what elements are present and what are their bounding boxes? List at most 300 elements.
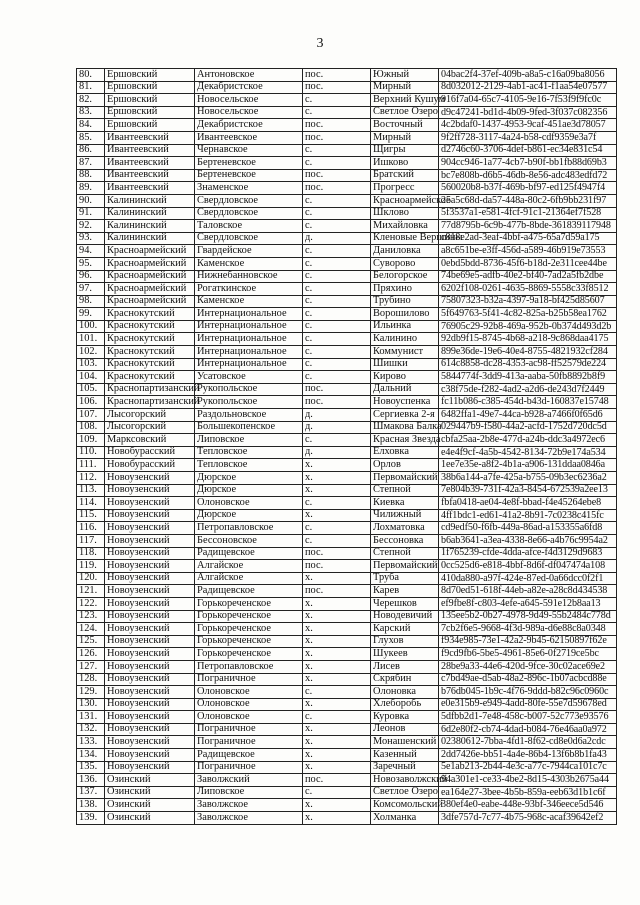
guid-cell: 38b6a144-a7fe-425a-b755-09b3ec6236a2 <box>439 472 617 485</box>
settlement-type-cell: с. <box>303 320 371 333</box>
table-row <box>77 446 617 459</box>
municipality-cell: Олоновское <box>195 711 303 724</box>
municipality-cell: Олоновское <box>195 698 303 711</box>
district-cell: Ершовский <box>105 119 195 132</box>
table-row <box>77 799 617 812</box>
row-number: 99. <box>77 308 105 321</box>
settlement-type-cell: с. <box>303 333 371 346</box>
municipality-cell: Интернациональное <box>195 358 303 371</box>
settlement-type-cell: д. <box>303 232 371 245</box>
table-row <box>77 497 617 510</box>
settlement-name-cell: Киевка <box>371 497 439 510</box>
municipality-cell: Липовское <box>195 786 303 799</box>
municipality-cell: Горькореченское <box>195 635 303 648</box>
municipality-cell: Декабристское <box>195 81 303 94</box>
municipality-cell: Дюрское <box>195 472 303 485</box>
table-row <box>77 635 617 648</box>
row-number: 89. <box>77 182 105 195</box>
settlement-type-cell: пос. <box>303 585 371 598</box>
table-row <box>77 182 617 195</box>
guid-cell: 5f649763-5f41-4c82-825a-b25b58ea1762 <box>439 308 617 321</box>
row-number: 98. <box>77 295 105 308</box>
district-cell: Новоузенский <box>105 497 195 510</box>
municipality-cell: Большекопенское <box>195 421 303 434</box>
settlement-type-cell: с. <box>303 358 371 371</box>
municipality-cell: Заволжское <box>195 812 303 825</box>
guid-cell: 77d8795b-6c9b-477b-8bde-361839117948 <box>439 220 617 233</box>
settlement-name-cell: Первомайский <box>371 560 439 573</box>
settlement-name-cell: Казенный <box>371 749 439 762</box>
row-number: 132. <box>77 723 105 736</box>
table-row <box>77 660 617 673</box>
municipality-cell: Пограничное <box>195 736 303 749</box>
district-cell: Калининский <box>105 232 195 245</box>
municipality-cell: Нижнебанновское <box>195 270 303 283</box>
table-row <box>77 295 617 308</box>
table-row <box>77 257 617 270</box>
table-row <box>77 157 617 170</box>
district-cell: Новоузенский <box>105 509 195 522</box>
table-row <box>77 711 617 724</box>
settlement-name-cell: Елховка <box>371 446 439 459</box>
municipality-cell: Петропавловское <box>195 660 303 673</box>
table-row <box>77 194 617 207</box>
settlement-name-cell: Лисев <box>371 660 439 673</box>
municipality-cell: Бессоновское <box>195 534 303 547</box>
municipality-cell: Таловское <box>195 220 303 233</box>
municipality-cell: Дюрское <box>195 509 303 522</box>
settlement-name-cell: Южный <box>371 69 439 82</box>
municipality-cell: Интернациональное <box>195 320 303 333</box>
district-cell: Новоузенский <box>105 572 195 585</box>
settlement-name-cell: Хлеборобь <box>371 698 439 711</box>
municipality-cell: Свердловское <box>195 232 303 245</box>
district-cell: Новоузенский <box>105 597 195 610</box>
row-number: 125. <box>77 635 105 648</box>
guid-cell: 410da880-a97f-424e-87ed-0a66dcc0f2f1 <box>439 572 617 585</box>
settlement-name-cell: Кирово <box>371 371 439 384</box>
settlement-name-cell: Карский <box>371 623 439 636</box>
district-cell: Новоузенский <box>105 736 195 749</box>
settlement-type-cell: х. <box>303 673 371 686</box>
settlement-type-cell: с. <box>303 686 371 699</box>
guid-cell: 6202f108-0261-4635-8869-5558c33f8512 <box>439 283 617 296</box>
settlement-type-cell: пос. <box>303 131 371 144</box>
table-row <box>77 786 617 799</box>
guid-cell: 9f2ff728-3117-4a24-b58-cdf9359e3a7f <box>439 131 617 144</box>
settlement-name-cell: Братский <box>371 169 439 182</box>
table-row <box>77 434 617 447</box>
table-row <box>77 761 617 774</box>
table-row <box>77 698 617 711</box>
municipality-cell: Тепловское <box>195 459 303 472</box>
guid-cell: 4ff1bdc1-ed61-41a2-8b91-7c0238c415fc <box>439 509 617 522</box>
settlement-type-cell: с. <box>303 144 371 157</box>
row-number: 133. <box>77 736 105 749</box>
row-number: 97. <box>77 283 105 296</box>
settlement-name-cell: Трубино <box>371 295 439 308</box>
row-number: 90. <box>77 194 105 207</box>
district-cell: Новоузенский <box>105 698 195 711</box>
guid-cell: 7e804b39-731f-42a3-8454-672539a2ee13 <box>439 484 617 497</box>
settlement-name-cell: Новоуспенка <box>371 396 439 409</box>
settlement-type-cell: с. <box>303 283 371 296</box>
municipality-cell: Интернациональное <box>195 346 303 359</box>
district-cell: Новоузенский <box>105 522 195 535</box>
table-row <box>77 421 617 434</box>
settlement-type-cell: пос. <box>303 69 371 82</box>
municipality-cell: Каменское <box>195 257 303 270</box>
municipality-cell: Рукопольское <box>195 383 303 396</box>
municipality-cell: Свердловское <box>195 207 303 220</box>
district-cell: Краснокутский <box>105 320 195 333</box>
guid-cell: d2746c60-3706-4def-b861-ec34e831c54 <box>439 144 617 157</box>
row-number: 107. <box>77 409 105 422</box>
settlement-type-cell: х. <box>303 648 371 661</box>
settlement-name-cell: Щигры <box>371 144 439 157</box>
row-number: 130. <box>77 698 105 711</box>
municipality-cell: Заволжский <box>195 774 303 787</box>
district-cell: Лысогорский <box>105 421 195 434</box>
row-number: 85. <box>77 131 105 144</box>
district-cell: Ивантеевский <box>105 131 195 144</box>
district-cell: Озинский <box>105 774 195 787</box>
settlement-type-cell: с. <box>303 497 371 510</box>
district-cell: Ивантеевский <box>105 169 195 182</box>
table-row <box>77 119 617 132</box>
settlement-type-cell: с. <box>303 270 371 283</box>
settlement-type-cell: пос. <box>303 560 371 573</box>
settlement-type-cell: х. <box>303 610 371 623</box>
district-cell: Новоузенский <box>105 673 195 686</box>
district-cell: Ивантеевский <box>105 157 195 170</box>
row-number: 88. <box>77 169 105 182</box>
guid-cell: 029447b9-f580-44a2-acfd-1752d720dc5d <box>439 421 617 434</box>
municipality-cell: Олоновское <box>195 686 303 699</box>
district-cell: Краснокутский <box>105 371 195 384</box>
settlement-type-cell: с. <box>303 245 371 258</box>
settlement-type-cell: с. <box>303 194 371 207</box>
district-cell: Озинский <box>105 799 195 812</box>
table-row <box>77 169 617 182</box>
guid-cell: 2dd7426e-bb51-4a4e-86b4-13f6b8b1fa43 <box>439 749 617 762</box>
municipality-cell: Радищевское <box>195 749 303 762</box>
district-cell: Красноармейский <box>105 283 195 296</box>
settlement-type-cell: х. <box>303 484 371 497</box>
row-number: 95. <box>77 257 105 270</box>
settlement-name-cell: Шклово <box>371 207 439 220</box>
district-cell: Калининский <box>105 207 195 220</box>
settlement-name-cell: Новодевичий <box>371 610 439 623</box>
settlement-type-cell: д. <box>303 409 371 422</box>
district-cell: Краснокутский <box>105 346 195 359</box>
district-cell: Ивантеевский <box>105 144 195 157</box>
district-cell: Новоузенский <box>105 534 195 547</box>
row-number: 81. <box>77 81 105 94</box>
row-number: 96. <box>77 270 105 283</box>
settlement-type-cell: пос. <box>303 119 371 132</box>
table-row <box>77 749 617 762</box>
settlement-name-cell: Коммунист <box>371 346 439 359</box>
row-number: 123. <box>77 610 105 623</box>
table-row <box>77 686 617 699</box>
settlement-type-cell: х. <box>303 698 371 711</box>
row-number: 124. <box>77 623 105 636</box>
settlement-type-cell: пос. <box>303 396 371 409</box>
settlement-name-cell: Шмакова Балка <box>371 421 439 434</box>
settlement-type-cell: с. <box>303 786 371 799</box>
settlement-type-cell: д. <box>303 446 371 459</box>
municipality-cell: Алгайское <box>195 572 303 585</box>
table-row <box>77 320 617 333</box>
row-number: 84. <box>77 119 105 132</box>
row-number: 108. <box>77 421 105 434</box>
table-row <box>77 346 617 359</box>
municipality-cell: Новосельское <box>195 94 303 107</box>
district-cell: Новоузенский <box>105 648 195 661</box>
district-cell: Марксовский <box>105 434 195 447</box>
settlement-type-cell: х. <box>303 509 371 522</box>
settlement-name-cell: Степной <box>371 484 439 497</box>
municipality-cell: Горькореченское <box>195 648 303 661</box>
settlement-type-cell: х. <box>303 572 371 585</box>
district-cell: Новоузенский <box>105 610 195 623</box>
municipality-cell: Раздольновское <box>195 409 303 422</box>
settlement-name-cell: Заречный <box>371 761 439 774</box>
district-cell: Калининский <box>105 220 195 233</box>
settlement-type-cell: х. <box>303 635 371 648</box>
table-row <box>77 94 617 107</box>
guid-cell: 04bac2f4-37ef-409b-a8a5-c16a09ba8056 <box>439 69 617 82</box>
settlement-name-cell: Глухов <box>371 635 439 648</box>
district-cell: Новоузенский <box>105 585 195 598</box>
settlement-name-cell: Верхний Кушум <box>371 94 439 107</box>
settlement-name-cell: Белогорское <box>371 270 439 283</box>
district-cell: Калининский <box>105 194 195 207</box>
table-row <box>77 106 617 119</box>
district-cell: Новоузенский <box>105 711 195 724</box>
district-cell: Новоузенский <box>105 761 195 774</box>
guid-cell: 74be69e5-adfb-40e2-bf40-7ad2a5fb2dbe <box>439 270 617 283</box>
row-number: 110. <box>77 446 105 459</box>
settlement-type-cell: х. <box>303 761 371 774</box>
municipality-cell: Заволжское <box>195 799 303 812</box>
settlement-name-cell: Кленовые Вершины <box>371 232 439 245</box>
settlement-name-cell: Восточный <box>371 119 439 132</box>
municipality-cell: Горькореченское <box>195 623 303 636</box>
settlement-name-cell: Даниловка <box>371 245 439 258</box>
district-cell: Краснокутский <box>105 308 195 321</box>
guid-cell: f9cd9fb6-5be5-4961-85e6-0f2719ce5bc <box>439 648 617 661</box>
settlement-type-cell: с. <box>303 534 371 547</box>
guid-cell: ea164e27-3bee-4b5b-859a-eeb63d1b1c6f <box>439 786 617 799</box>
row-number: 115. <box>77 509 105 522</box>
district-cell: Ершовский <box>105 81 195 94</box>
settlement-name-cell: Первомайский <box>371 472 439 485</box>
table-row <box>77 358 617 371</box>
municipality-cell: Усатовское <box>195 371 303 384</box>
row-number: 119. <box>77 560 105 573</box>
row-number: 126. <box>77 648 105 661</box>
settlement-name-cell: Карев <box>371 585 439 598</box>
row-number: 121. <box>77 585 105 598</box>
settlement-type-cell: х. <box>303 736 371 749</box>
guid-cell: 6482ffa1-49e7-44ca-b928-a7466f0f65d6 <box>439 409 617 422</box>
settlement-name-cell: Черешков <box>371 597 439 610</box>
settlement-name-cell: Леонов <box>371 723 439 736</box>
settlement-name-cell: Сергиевка 2-я <box>371 409 439 422</box>
row-number: 112. <box>77 472 105 485</box>
settlement-name-cell: Олоновка <box>371 686 439 699</box>
row-number: 86. <box>77 144 105 157</box>
settlement-name-cell: Ишково <box>371 157 439 170</box>
settlement-type-cell: х. <box>303 660 371 673</box>
row-number: 139. <box>77 812 105 825</box>
municipality-cell: Знаменское <box>195 182 303 195</box>
settlement-name-cell: Труба <box>371 572 439 585</box>
row-number: 82. <box>77 94 105 107</box>
settlement-name-cell: Мирный <box>371 131 439 144</box>
municipality-cell: Пограничное <box>195 723 303 736</box>
district-cell: Новобурасский <box>105 446 195 459</box>
table-row <box>77 459 617 472</box>
district-cell: Новоузенский <box>105 660 195 673</box>
guid-cell: d9c47241-bd1d-4b09-9fed-3f037c082356 <box>439 106 617 119</box>
district-cell: Новоузенский <box>105 635 195 648</box>
district-cell: Красноармейский <box>105 270 195 283</box>
row-number: 129. <box>77 686 105 699</box>
guid-cell: cbfa25aa-2b8e-477d-a24b-ddc3a4972ec6 <box>439 434 617 447</box>
settlement-name-cell: Холманка <box>371 812 439 825</box>
municipality-cell: Олоновское <box>195 497 303 510</box>
table-row <box>77 610 617 623</box>
settlement-type-cell: с. <box>303 207 371 220</box>
table-row <box>77 736 617 749</box>
municipality-cell: Новосельское <box>195 106 303 119</box>
table-row <box>77 283 617 296</box>
municipality-cell: Тепловское <box>195 446 303 459</box>
table-row <box>77 270 617 283</box>
row-number: 131. <box>77 711 105 724</box>
row-number: 135. <box>77 761 105 774</box>
settlement-type-cell: с. <box>303 346 371 359</box>
table-row <box>77 673 617 686</box>
settlement-type-cell: х. <box>303 723 371 736</box>
table-row <box>77 371 617 384</box>
table-row <box>77 812 617 825</box>
row-number: 138. <box>77 799 105 812</box>
row-number: 120. <box>77 572 105 585</box>
municipality-cell: Чернавское <box>195 144 303 157</box>
table-row <box>77 232 617 245</box>
guid-cell: fbfa0418-ae04-4e8f-bbad-f4e45264ebe8 <box>439 497 617 510</box>
guid-cell: 8d70ed51-618f-44eb-a82e-a28c8d434538 <box>439 585 617 598</box>
row-number: 118. <box>77 547 105 560</box>
district-cell: Озинский <box>105 812 195 825</box>
settlement-name-cell: Чилижный <box>371 509 439 522</box>
guid-cell: c818e2ad-3eaf-4bbf-a475-65a7d59a175 <box>439 232 617 245</box>
guid-cell: 3dfe757d-7c77-4b75-968c-acaf39642ef2 <box>439 812 617 825</box>
guid-cell: 0ebd5bdd-8736-45f6-b18d-2e311cee44be <box>439 257 617 270</box>
municipality-cell: Интернациональное <box>195 308 303 321</box>
municipality-cell: Радищевское <box>195 585 303 598</box>
row-number: 92. <box>77 220 105 233</box>
district-cell: Краснокутский <box>105 358 195 371</box>
guid-cell: a8c651be-e3ff-456d-a589-46b919e73553 <box>439 245 617 258</box>
table-row <box>77 409 617 422</box>
row-number: 100. <box>77 320 105 333</box>
settlement-name-cell: Новозаволжский <box>371 774 439 787</box>
row-number: 109. <box>77 434 105 447</box>
table-row <box>77 383 617 396</box>
district-cell: Краснопартизанский <box>105 396 195 409</box>
settlement-name-cell: Красноармейское <box>371 194 439 207</box>
municipality-cell: Петропавловское <box>195 522 303 535</box>
settlement-name-cell: Прогресс <box>371 182 439 195</box>
settlements-table <box>76 68 617 825</box>
table-row <box>77 207 617 220</box>
settlement-name-cell: Комсомольский <box>371 799 439 812</box>
guid-cell: 560020b8-b37f-469b-bf97-ed125f4947f4 <box>439 182 617 195</box>
settlement-name-cell: Красная Звезда <box>371 434 439 447</box>
row-number: 102. <box>77 346 105 359</box>
guid-cell: fc11b086-c385-454d-b43d-160837e15748 <box>439 396 617 409</box>
guid-cell: 92db9f15-8745-4b68-a218-9c868daa4175 <box>439 333 617 346</box>
settlement-type-cell: с. <box>303 295 371 308</box>
row-number: 136. <box>77 774 105 787</box>
table-row <box>77 484 617 497</box>
guid-cell: 5f3537a1-e581-4fcf-91c1-21364ef7f528 <box>439 207 617 220</box>
district-cell: Краснокутский <box>105 333 195 346</box>
row-number: 114. <box>77 497 105 510</box>
district-cell: Ершовский <box>105 106 195 119</box>
settlement-name-cell: Скрябин <box>371 673 439 686</box>
district-cell: Новоузенский <box>105 749 195 762</box>
settlement-type-cell: х. <box>303 799 371 812</box>
district-cell: Красноармейский <box>105 245 195 258</box>
district-cell: Новоузенский <box>105 560 195 573</box>
municipality-cell: Каменское <box>195 295 303 308</box>
guid-cell: 25a5c68d-da57-448a-80c2-6fb9bb231f97 <box>439 194 617 207</box>
table-row <box>77 774 617 787</box>
municipality-cell: Бертеневское <box>195 169 303 182</box>
district-cell: Новоузенский <box>105 547 195 560</box>
municipality-cell: Липовское <box>195 434 303 447</box>
row-number: 91. <box>77 207 105 220</box>
row-number: 122. <box>77 597 105 610</box>
guid-cell: c7bd49ae-d5ab-48a2-896c-1b07acbcd88e <box>439 673 617 686</box>
guid-cell: 899e36de-19e6-40e4-8755-4821932cf284 <box>439 346 617 359</box>
guid-cell: 8d032012-2129-4ab1-ac41-f1aa54e07577 <box>439 81 617 94</box>
guid-cell: 5dfbb2d1-7e48-458c-b007-52c773e93576 <box>439 711 617 724</box>
table-body <box>77 69 617 825</box>
row-number: 105. <box>77 383 105 396</box>
row-number: 87. <box>77 157 105 170</box>
guid-cell: e0e315b9-e949-4add-80fe-55e7d59678ed <box>439 698 617 711</box>
settlement-type-cell: пос. <box>303 774 371 787</box>
settlement-type-cell: с. <box>303 220 371 233</box>
municipality-cell: Ивантеевское <box>195 131 303 144</box>
municipality-cell: Рукопольское <box>195 396 303 409</box>
guid-cell: f934e985-73e1-42a2-9b45-62150897f62e <box>439 635 617 648</box>
guid-cell: 380ef4e0-eabe-448e-93bf-346eece5d546 <box>439 799 617 812</box>
table-row <box>77 131 617 144</box>
district-cell: Красноармейский <box>105 257 195 270</box>
settlement-type-cell: пос. <box>303 81 371 94</box>
row-number: 80. <box>77 69 105 82</box>
table-row <box>77 534 617 547</box>
row-number: 106. <box>77 396 105 409</box>
